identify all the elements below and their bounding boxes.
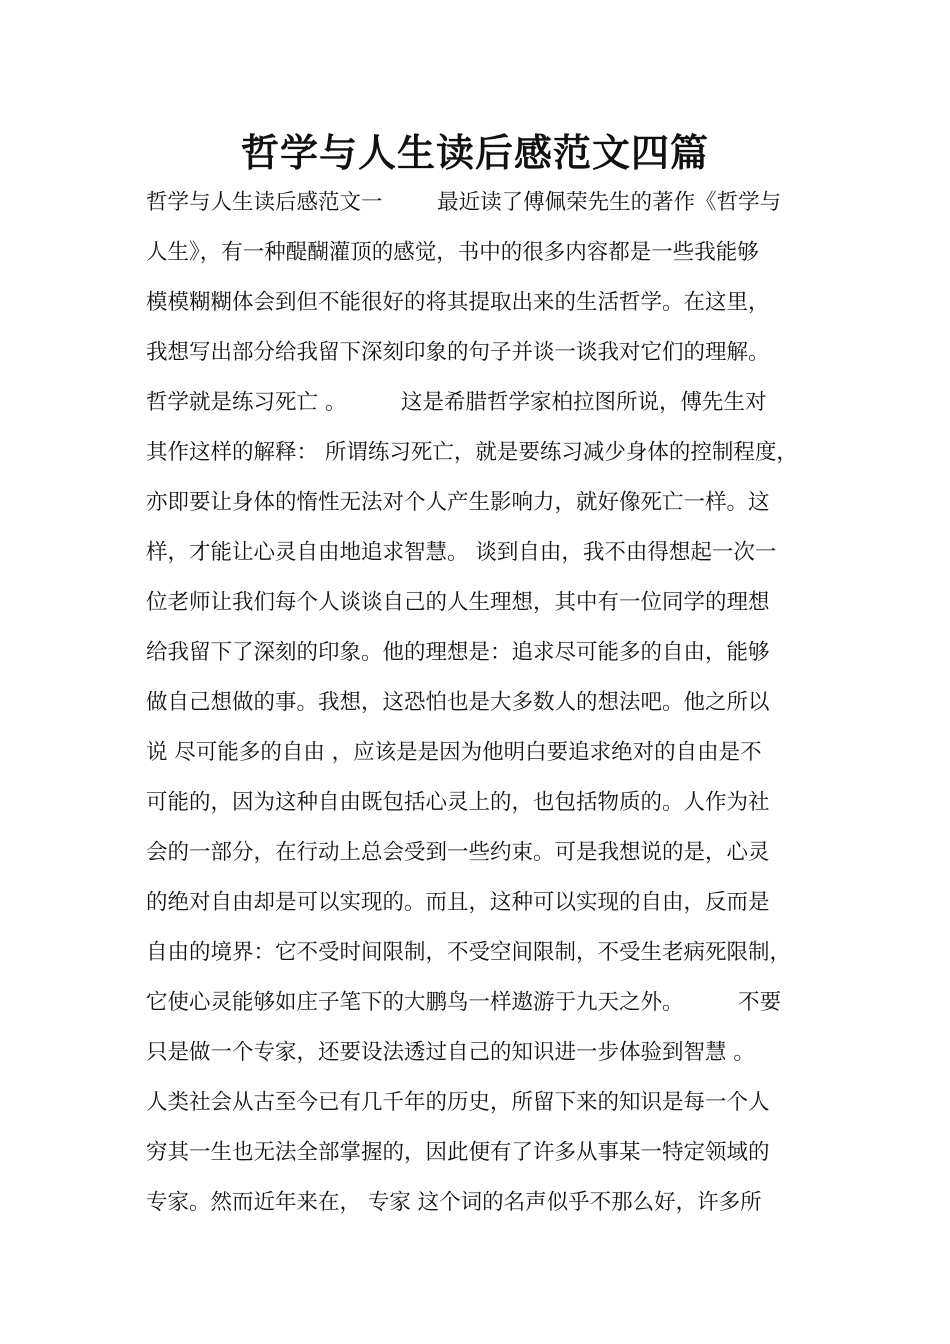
document-body [146, 178, 826, 1228]
body-line: 做自己想做的事。我想，这恐怕也是大多数人的想法吧。他之所以 [146, 690, 770, 715]
body-line: 模模糊糊体会到但不能很好的将其提取出来的生活哲学。在这里， [146, 290, 770, 315]
body-line: 会的一部分，在行动上总会受到一些约束。可是我想说的是，心灵 [146, 840, 770, 865]
body-line: 亦即要让身体的惰性无法对个人产生影响力，就好像死亡一样。这 [146, 490, 770, 515]
body-line: 哲学就是练习死亡 。 这是希腊哲学家柏拉图所说，傅先生对 [146, 390, 767, 415]
body-line: 可能的，因为这种自由既包括心灵上的，也包括物质的。人作为社 [146, 790, 770, 815]
body-line: 它使心灵能够如庄子笔下的大鹏鸟一样遨游于九天之外。 不要 [146, 990, 782, 1015]
body-line: 说 尽可能多的自由 ，应该是是因为他明白要追求绝对的自由是不 [146, 740, 762, 765]
body-line: 只是做一个专家，还要设法透过自己的知识进一步体验到智慧 。 [146, 1040, 755, 1065]
body-line: 样，才能让心灵自由地追求智慧。 谈到自由，我不由得想起一次一 [146, 540, 777, 565]
body-line: 给我留下了深刻的印象。他的理想是：追求尽可能多的自由，能够 [146, 640, 770, 665]
body-line: 专家。然而近年来在， 专家 这个词的名声似乎不那么好，许多所 [146, 1190, 762, 1215]
body-line: 穷其一生也无法全部掌握的，因此便有了许多从事某一特定领域的 [146, 1140, 770, 1165]
body-line: 自由的境界：它不受时间限制，不受空间限制，不受生老病死限制， [146, 940, 792, 965]
body-line: 哲学与人生读后感范文一 最近读了傅佩荣先生的著作《哲学与 [146, 190, 782, 215]
body-line: 人类社会从古至今已有几千年的历史，所留下来的知识是每一个人 [146, 1090, 770, 1115]
body-line: 其作这样的解释： 所谓练习死亡，就是要练习减少身体的控制程度， [146, 440, 798, 465]
body-line: 我想写出部分给我留下深刻印象的句子并谈一谈我对它们的理解。 [146, 340, 770, 365]
body-line: 位老师让我们每个人谈谈自己的人生理想，其中有一位同学的理想 [146, 590, 770, 615]
document-title: 哲学与人生读后感范文四篇 [240, 130, 709, 175]
body-line: 的绝对自由却是可以实现的。而且，这种可以实现的自由，反而是 [146, 890, 770, 915]
body-line: 人生》，有一种醍醐灌顶的感觉，书中的很多内容都是一些我能够 [146, 240, 759, 265]
